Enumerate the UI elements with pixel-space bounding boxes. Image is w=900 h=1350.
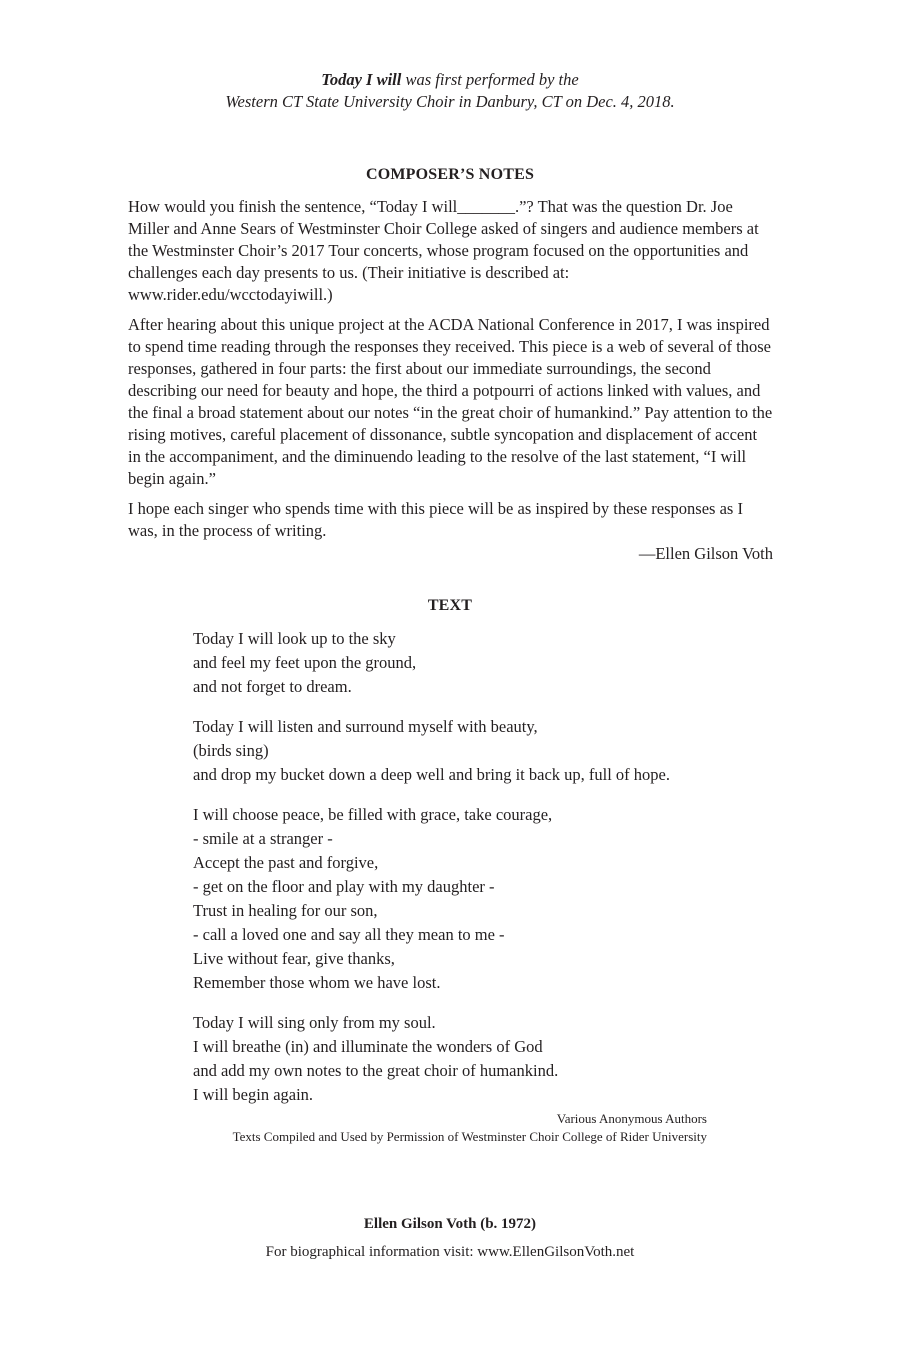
notes-paragraph-3: I hope each singer who spends time with this piece will be as inspired by these responses as I was, in the process of writing. [128,499,743,540]
notes-paragraph-1: How would you finish the sentence, “Today I will_______.”? That was the question Dr. Joe Miller and Anne Sears of Westminster Choir College asked of singers and audience members at the Westminster Choir’s 2017 Tour concerts, whose program focused on the opportunities and challenges each day presents to us. (Their initiative is described at: www.rider.edu/wcctodayiwill.) [128,197,759,304]
text-credits [193,1110,707,1146]
notes-signature: —Ellen Gilson Voth [638,544,773,563]
stanza-3 [193,803,733,995]
poem-line: - get on the floor and play with my daughter - [193,877,495,896]
premiere-note [0,69,900,113]
text-heading: TEXT [427,597,473,614]
premiere-line-2: Western CT State University Choir in Danbury, CT on Dec. 4, 2018. [225,92,675,111]
poem-line: (birds sing) [193,741,269,760]
poem-line: and feel my feet upon the ground, [193,653,417,672]
poem-line: Accept the past and forgive, [193,853,379,872]
poem-line: and drop my bucket down a deep well and bring it back up, full of hope. [193,765,671,784]
premiere-line-1-rest: was first performed by the [401,70,579,89]
poem-line: I will begin again. [193,1085,314,1104]
poem-line: - call a loved one and say all they mean to me - [193,925,505,944]
composers-notes-body [128,196,773,565]
poem-line: I will choose peace, be filled with grace, take courage, [193,805,553,824]
piece-title: Today I will [321,70,402,89]
text-attribution: Various Anonymous Authors [556,1111,707,1126]
stanza-2 [193,715,733,787]
poem-line: and not forget to dream. [193,677,352,696]
notes-paragraph-2: After hearing about this unique project at the ACDA National Conference in 2017, I was inspired to spend time reading through the responses they received. This piece is a web of several of those responses, gathered in four parts: the first about our immediate surroundings, the second describing our need for beauty and hope, the third a potpourri of actions linked with values, and the final a broad statement about our notes “in the great choir of humankind.” Pay attention to the rising motives, careful placement of dissonance, subtle syncopation and displacement of accent in the accompaniment, and the diminuendo leading to the resolve of the last statement, “I will begin again.” [128,315,773,488]
text-permission: Texts Compiled and Used by Permission of Westminster Choir College of Rider University [232,1129,707,1144]
poem-line: and add my own notes to the great choir of humankind. [193,1061,559,1080]
stanza-1 [193,627,733,699]
poem-line: Today I will listen and surround myself with beauty, [193,717,538,736]
poem-line: Trust in healing for our son, [193,901,378,920]
poem-line: I will breathe (in) and illuminate the wonders of God [193,1037,543,1056]
poem-text [193,627,733,1123]
composers-notes-heading: COMPOSER’S NOTES [365,166,535,183]
poem-line: Today I will look up to the sky [193,629,396,648]
poem-line: Live without fear, give thanks, [193,949,395,968]
composer-bio-link: For biographical information visit: www.EllenGilsonVoth.net [265,1244,635,1260]
composer-name: Ellen Gilson Voth (b. 1972) [363,1216,537,1232]
poem-line: Today I will sing only from my soul. [193,1013,436,1032]
premiere-line-1 [0,69,900,91]
poem-line: Remember those whom we have lost. [193,973,441,992]
poem-line: - smile at a stranger - [193,829,333,848]
stanza-4 [193,1011,733,1107]
